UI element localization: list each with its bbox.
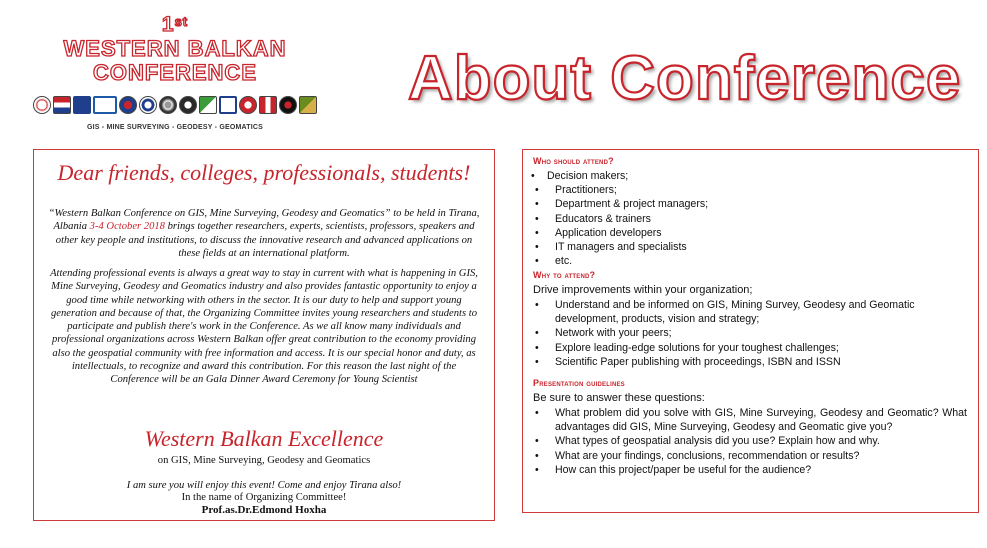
partner-logo-icon bbox=[299, 96, 317, 114]
logo-tagline: GIS - MINE SURVEYING - GEODESY - GEOMATICS bbox=[86, 124, 264, 131]
on-behalf-line: In the name of Organizing Committee! bbox=[181, 492, 347, 503]
who-attend-heading: Who should attend? bbox=[533, 156, 614, 166]
list-item: • Scientific Paper publishing with proceedings, ISBN and ISSN bbox=[523, 355, 971, 369]
list-item: • Application developers bbox=[523, 226, 971, 240]
list-item: • Practitioners; bbox=[523, 183, 971, 197]
logo-line-1: WESTERN BALKAN bbox=[63, 36, 287, 61]
list-item: • What problem did you solve with GIS, Mine Surveying, Geodesy and Geomatic? What advantages did GIS, Mine Surveying, Geodesy and Geomatic give you? bbox=[523, 406, 971, 434]
award-heading: Western Balkan Excellence bbox=[144, 426, 384, 451]
intro-paragraph: “Western Balkan Conference on GIS, Mine Surveying, Geodesy and Geomatics” to be held in Tirana, Albania 3-4 October 2018 brings together researchers, experts, scientists, professors, speakers and other key people and institutions, to discuss the innovative research and advanced applications on these fields at an international platform. bbox=[48, 208, 480, 259]
why-attend-list bbox=[523, 298, 971, 369]
partner-logo-icon bbox=[219, 96, 237, 114]
logo-ordinal: 1st bbox=[161, 13, 189, 36]
partner-logo-icon bbox=[139, 96, 157, 114]
list-item: • How can this project/paper be useful for the audience? bbox=[523, 463, 971, 477]
partner-logo-icon bbox=[53, 96, 71, 114]
list-item: • etc. bbox=[523, 254, 971, 268]
presentation-questions-list bbox=[523, 406, 971, 477]
partner-logo-icon bbox=[179, 96, 197, 114]
list-item: • Decision makers; bbox=[523, 169, 971, 183]
partner-logo-icon bbox=[279, 96, 297, 114]
partner-logo-icon bbox=[159, 96, 177, 114]
award-subtitle: on GIS, Mine Surveying, Geodesy and Geomatics bbox=[157, 455, 371, 466]
body-paragraph: Attending professional events is always a great way to stay in current with what is happening in GIS, Mine Surveying, Geodesy and Geomatics industry and also provides fantastic opportunity to enjoy a good time while networking with others in the sector. It is our duty to help and support young generation and because of that, the Organizing Committee invites young researchers and students to participate and publish there's work in the Conference. As we all know many individuals and professional organizations across Western Balkan offer great contribution to the economy providing also the geospatial community with free information and access. It is our special honor and duty, as intellectuals, to recognize and award this contribution. For this reason the last night of the Conference will be an Gala Dinner Award Ceremony for Young Scientist bbox=[50, 268, 478, 386]
polis-logo-icon bbox=[199, 96, 217, 114]
list-item: • Understand and be informed on GIS, Mining Survey, Geodesy and Geomatic development, products, vision and strategy; bbox=[523, 298, 971, 326]
info-panel bbox=[522, 149, 979, 513]
list-item: • Educators & trainers bbox=[523, 212, 971, 226]
list-item: • Network with your peers; bbox=[523, 326, 971, 340]
partner-logo-icon bbox=[259, 96, 277, 114]
why-attend-intro: Drive improvements within your organization; bbox=[533, 284, 753, 296]
signature: Prof.as.Dr.Edmond Hoxha bbox=[201, 504, 327, 516]
eu-flag-icon bbox=[73, 96, 91, 114]
closing-line: I am sure you will enjoy this event! Come and enjoy Tirana also! bbox=[126, 480, 402, 491]
welcome-letter-panel bbox=[33, 149, 495, 521]
why-attend-heading: Why to attend? bbox=[533, 270, 596, 280]
presentation-intro: Be sure to answer these questions: bbox=[533, 392, 705, 404]
list-item: • IT managers and specialists bbox=[523, 240, 971, 254]
list-item: • Explore leading-edge solutions for your toughest challenges; bbox=[523, 341, 971, 355]
logo-line-2: CONFERENCE bbox=[92, 60, 257, 85]
partner-logo-icon bbox=[33, 96, 51, 114]
erasmus-logo-icon bbox=[93, 96, 117, 114]
page-title: About Conference bbox=[408, 44, 962, 113]
partner-logo-icon bbox=[119, 96, 137, 114]
partner-logos bbox=[30, 96, 320, 116]
conference-date: 3-4 October 2018 bbox=[89, 221, 165, 233]
greeting-heading: Dear friends, colleges, professionals, students! bbox=[57, 160, 471, 185]
partner-logo-icon bbox=[239, 96, 257, 114]
list-item: • What are your findings, conclusions, recommendation or results? bbox=[523, 449, 971, 463]
presentation-guidelines-heading: Presentation guidelines bbox=[533, 378, 625, 388]
list-item: • Department & project managers; bbox=[523, 197, 971, 211]
conference-logo bbox=[30, 14, 320, 136]
who-attend-list bbox=[523, 169, 971, 268]
list-item: • What types of geospatial analysis did you use? Explain how and why. bbox=[523, 434, 971, 448]
